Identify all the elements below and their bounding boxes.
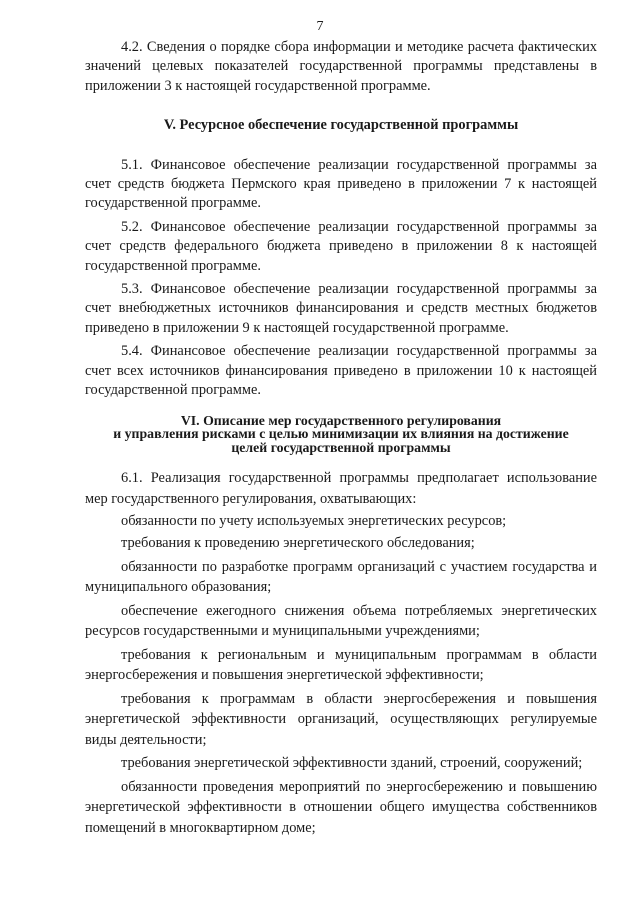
- section-6-heading-line-1: VI. Описание мер государственного регулирования: [180, 412, 502, 428]
- section-5-body: [85, 156, 597, 401]
- paragraph-5-4: 5.4. Финансовое обеспечение реализации государственной программы за счет всех источников финансирования приведено в приложении 10 к настоящей государственной программе.: [85, 343, 597, 399]
- list-item-regional-programs: требования к региональным и муниципальным программам в области энергосбережения и повышения энергетической эффективности;: [85, 646, 597, 684]
- section-5-heading: V. Ресурсное обеспечение государственной программы: [163, 117, 519, 134]
- section-6-heading-line-2: и управления рисками с целью минимизации их влияния на достижение: [113, 426, 569, 441]
- paragraph-5-3: 5.3. Финансовое обеспечение реализации государственной программы за счет внебюджетных источников финансирования и средств местных бюджетов приведено в приложении 9 к настоящей государственной программе.: [85, 281, 597, 336]
- section-6-body: [85, 468, 597, 838]
- list-item-apartment-building-measures: обязанности проведения мероприятий по энергосбережению и повышению энергетической эффективности в отношении общего имущества собственников помещений в многоквартирном доме;: [85, 778, 597, 836]
- list-item-state-org-programs: обязанности по разработке программ организаций с участием государства и муниципального образования;: [85, 558, 597, 596]
- list-item-regulated-org-programs: требования к программам в области энергосбережения и повышения энергетической эффективности организаций, осуществляющих регулируемые виды деятельности;: [85, 690, 597, 748]
- list-item-energy-audit: требования к проведению энергетического обследования;: [121, 535, 475, 552]
- list-item-annual-reduction: обеспечение ежегодного снижения объема потребляемых энергетических ресурсов государственными и муниципальными учреждениями;: [85, 602, 597, 640]
- paragraph-4-2: 4.2. Сведения о порядке сбора информации и методике расчета фактических значений целевых показателей государственной программы представлены в приложении 3 к настоящей государственной программе.: [85, 39, 597, 94]
- paragraph-5-1: 5.1. Финансовое обеспечение реализации государственной программы за счет средств бюджета Пермского края приведено в приложении 7 к настоящей государственной программе.: [85, 156, 597, 212]
- page-number: 7: [316, 19, 324, 34]
- list-item-building-efficiency: требования энергетической эффективности зданий, строений, сооружений;: [121, 755, 583, 772]
- section-6-heading: [85, 414, 597, 455]
- list-item-energy-accounting: обязанности по учету используемых энергетических ресурсов;: [121, 513, 507, 529]
- section-6-heading-line-3: целей государственной программы: [231, 439, 451, 455]
- page-content: [85, 38, 597, 838]
- paragraph-6-1: 6.1. Реализация государственной программы предполагает использование мер государственного регулирования, охватывающих:: [85, 470, 597, 507]
- paragraph-5-2: 5.2. Финансовое обеспечение реализации государственной программы за счет средств федерального бюджета приведено в приложении 8 к настоящей государственной программе.: [85, 218, 597, 274]
